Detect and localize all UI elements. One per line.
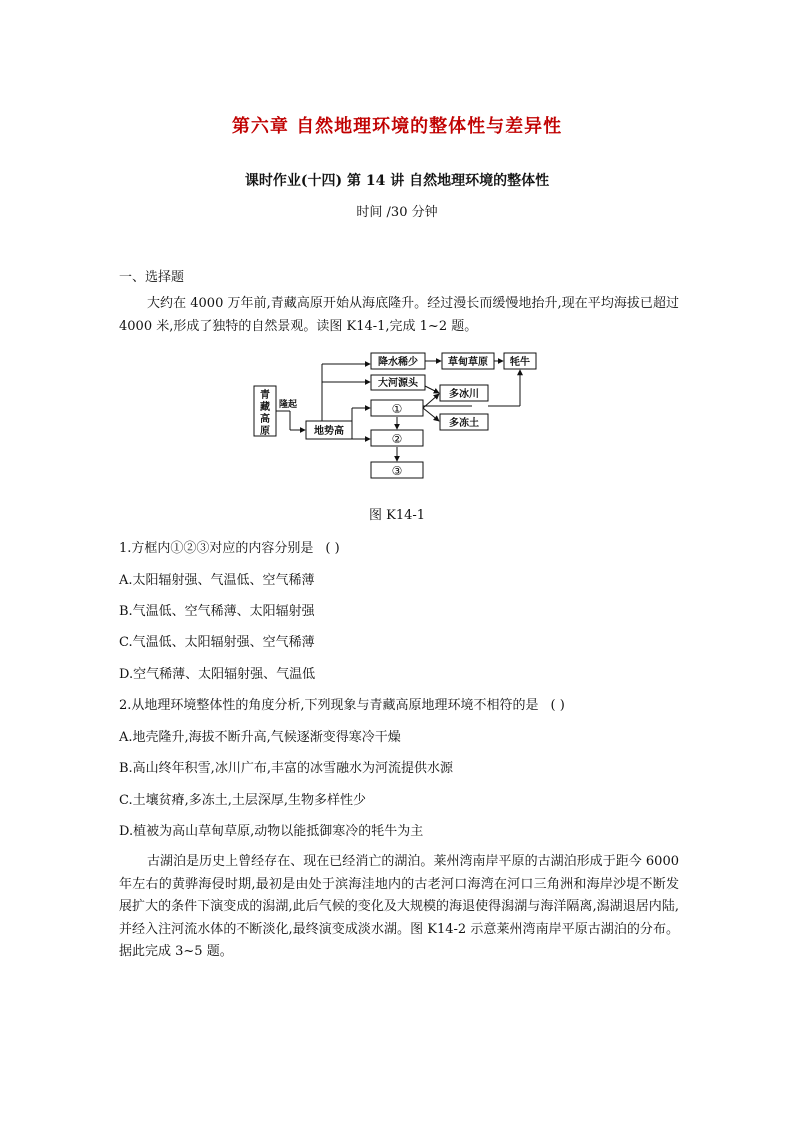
intro-paragraph-1: 大约在 4000 万年前,青藏高原开始从海底隆升。经过漫长而缓慢地抬升,现在平均海拔已超过 4000 米,形成了独特的自然景观。读图 K14-1,完成 1~2 题。 (119, 296, 679, 334)
chapter-title: 第六章 自然地理环境的整体性与差异性 (231, 116, 563, 137)
question-2-stem (119, 694, 565, 713)
lesson-title: 课时作业(十四) 第 14 讲 自然地理环境的整体性 (244, 173, 550, 189)
circle1-label: ① (391, 402, 403, 416)
answer-blank-2: ( ) (550, 698, 565, 713)
q2-option-b: B.高山终年积雪,冰川广布,丰富的冰雪融水为河流提供水源 (119, 761, 453, 776)
time-limit: 时间 /30 分钟 (356, 205, 438, 220)
q1-option-a: A.太阳辐射强、气温低、空气稀薄 (119, 573, 315, 588)
answer-blank-1: ( ) (325, 541, 340, 556)
question-1-text: 1.方框内①②③对应的内容分别是 (119, 541, 314, 556)
glacier-label: 多冰川 (449, 389, 479, 400)
circle2-label: ② (391, 432, 403, 446)
section-heading: 一、选择题 (119, 270, 185, 285)
circle3-label: ③ (391, 464, 403, 478)
uplift-label: 隆起 (278, 400, 298, 410)
yak-label: 牦牛 (510, 357, 530, 368)
q1-option-c: C.气温低、太阳辐射强、空气稀薄 (119, 635, 315, 650)
q2-option-c: C.土壤贫瘠,多冻土,土层深厚,生物多样性少 (119, 793, 367, 808)
plateau-char-3: 高 (260, 414, 270, 425)
rain-label: 降水稀少 (378, 357, 418, 368)
intro-paragraph-2: 古湖泊是历史上曾经存在、现在已经消亡的湖泊。莱州湾南岸平原的古湖泊形成于距今 6000 年左右的黄骅海侵时期,最初是由处于滨海洼地内的古老河口海湾在河口三角洲和海岸沙堤不断发展扩大的条件下演变成的潟湖,此后气候的变化及大规模的海退使得潟湖与海洋隔离,潟湖退居内陆,并经入注河流水体的不断淡化,最终演变成淡水湖。图 K14-2 示意莱州湾南岸平原古湖泊的分布。据此完成 3~5 题。 (119, 854, 679, 959)
plateau-char-4: 原 (260, 426, 270, 437)
question-1-stem (119, 537, 340, 556)
river-label: 大河源头 (378, 378, 418, 389)
flow-diagram (250, 350, 550, 485)
q1-option-b: B.气温低、空气稀薄、太阳辐射强 (119, 604, 315, 619)
plateau-char-2: 藏 (260, 402, 270, 413)
meadow-label: 草甸草原 (448, 357, 488, 368)
question-2-text: 2.从地理环境整体性的角度分析,下列现象与青藏高原地理环境不相符的是 (119, 698, 539, 713)
q2-option-d: D.植被为高山草甸草原,动物以能抵御寒冷的牦牛为主 (119, 824, 424, 839)
altitude-label: 地势高 (314, 426, 344, 437)
permafrost-label: 多冻土 (449, 418, 479, 429)
q2-option-a: A.地壳隆升,海拔不断升高,气候逐渐变得寒冷干燥 (119, 730, 401, 745)
figure-caption: 图 K14-1 (368, 508, 426, 523)
q1-option-d: D.空气稀薄、太阳辐射强、气温低 (119, 667, 316, 682)
plateau-char-1: 青 (260, 390, 270, 401)
